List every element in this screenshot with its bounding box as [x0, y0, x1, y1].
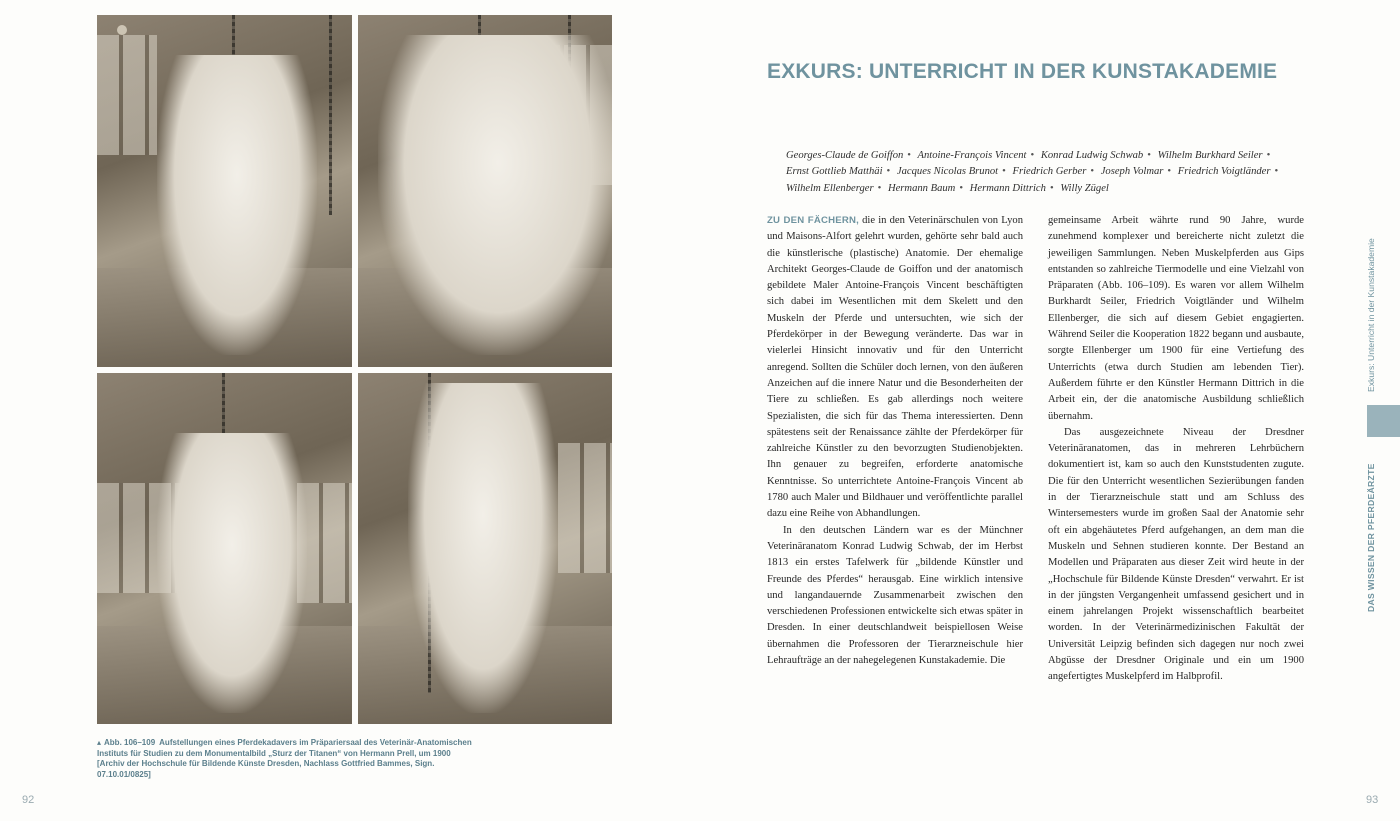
side-chapter-title: Exkurs: Unterricht in der Kunstakademie: [1366, 238, 1376, 392]
name-separator: •: [1090, 166, 1095, 178]
caption-text: Aufstellungen eines Pferdekadavers im Präpariersaal des Veterinär-Anatomischen Instituts für Studien zu dem Monumentalbild „Sturz der Titanen“ von Hermann Prell, um 1900 [Archiv der Hochschule für Bildende Künste Dresden, Nachlass Gottfried Bammes, Sign. 07.10.01/0825]: [97, 738, 472, 779]
name-separator: •: [1167, 166, 1172, 178]
person-name: Willy Zügel: [1060, 182, 1109, 194]
name-separator: •: [1274, 166, 1279, 178]
photo-horse-bottom-left: [97, 373, 352, 724]
photo-horse-top-left: [97, 15, 352, 367]
photo-horse-bottom-right: [358, 373, 612, 724]
page-title: EXKURS: UNTERRICHT IN DER KUNSTAKADEMIE: [767, 60, 1278, 83]
lead-in: ZU DEN FÄCHERN,: [767, 215, 859, 226]
person-name: Konrad Ludwig Schwab: [1040, 150, 1144, 161]
name-separator: •: [1049, 182, 1054, 194]
person-name: Georges-Claude de Goiffon: [786, 150, 904, 161]
name-separator: •: [886, 166, 891, 178]
text-column-1: [767, 213, 1023, 669]
name-separator: •: [959, 182, 964, 194]
person-name: Wilhelm Burkhard Seiler: [1157, 150, 1263, 161]
photo-horse-top-right: [358, 15, 612, 367]
person-name: Hermann Baum: [887, 182, 956, 194]
name-separator: •: [1030, 150, 1035, 161]
caption-arrow-icon: ▴: [97, 738, 102, 747]
name-separator: •: [1266, 150, 1271, 161]
caption-label: Abb. 106–109: [104, 738, 156, 747]
name-separator: •: [877, 182, 882, 194]
person-name: Joseph Volmar: [1100, 166, 1164, 178]
name-separator: •: [907, 150, 912, 161]
text-column-2: [1048, 213, 1304, 686]
paragraph: gemeinsame Arbeit währte rund 90 Jahre, wurde zunehmend komplexer und bereicherte nicht zuletzt die jeweiligen Sammlungen. Neben Muskelpferden aus Gips entstanden so zahlreiche Tiermodelle und eine Vielzahl von Präparaten (Abb. 106–109). Es waren vor allem Wilhelm Burkhardt Seiler, Friedrich Voigtländer und Wilhelm Ellenberger, die sich auf diesem Gebiet engagierten. Während Seiler die Kooperation 1822 begann und ausbaute, sorgte Ellenberger um 1900 für eine Vertiefung des Unterrichts (etwa durch Studien am lebenden Tier). Außerdem führte er den Künstler Hermann Dittrich in die Arbeit ein, der die anatomische Ausbildung schließlich übernahm.: [1048, 215, 1304, 422]
paragraph: ZU DEN FÄCHERN, die in den Veterinärschulen von Lyon und Maisons-Alfort gelehrt wurden, gehörte sehr bald auch die künstlerische (plastische) Anatomie. Der ehemalige Architekt Georges-Claude de Goiffon und der anatomisch gebildete Maler Antoine-François Vincent beschäftigten sich dabei im Wesentlichen mit dem Skelett und den Muskeln der Pferde und untersuchten, wie sich der Pferdekörper in der Bewegung veränderte. Das war in vielerlei Hinsicht innovativ und für den Unterricht anregend. Sollten die Schüler doch lernen, von den äußeren Anzeichen auf die innere Natur und die Besonderheiten der Tiere zu schließen. Es gab allerdings noch weitere Spezialisten, die sich für das Thema interessierten. Denn spätestens seit der Renaissance zählte der Pferdekörper für zahlreiche Künstler zu den bevorzugten Studienobjekten. Ihn genauer zu begreifen, erforderte anatomische Kenntnisse. So unterrichtete Antoine-François Vincent ab 1780 auch Maler und Bildhauer und veröffentlichte parallel dazu eine Reihe von Abhandlungen.: [767, 215, 1023, 520]
figure-caption: [97, 738, 477, 780]
name-separator: •: [1147, 150, 1151, 161]
paragraph: Das ausgezeichnete Niveau der Dresdner Veterinäranatomen, das in mehreren Lehrbüchern dokumentiert ist, kam so auch den Kunststudenten zugute. Die für den Unterricht wesentlichen Sezierübungen fanden in der Tierarzneischule statt und am Schluss des Wintersemesters wurde im großen Saal der Anatomie sehr oft ein abgehäutetes Pferd aufgehangen, an dem man die Muskeln und Sehnen studieren konnte. Der Bestand an Modellen und Präparaten aus dieser Zeit wird heute in der „Hochschule für Bildende Künste Dresden“ verwahrt. Er ist in der jüngsten Vergangenheit umfassend gesichert und in einem jahrelangen Projekt wissenschaftlich bearbeitet worden. In der Veterinärmedizinischen Fakultät der Universität Leipzig befinden sich dagegen nur noch zwei Abgüsse der Dresdner Originale und ein um 1900 angefertigtes Muskelpferd im Halbprofil.: [1048, 426, 1304, 683]
page-number-left: 92: [22, 794, 35, 806]
person-name: Friedrich Voigtländer: [1177, 166, 1271, 178]
chapter-tab: [1367, 405, 1400, 437]
person-name: Jacques Nicolas Brunot: [896, 166, 999, 178]
names-list: [786, 148, 1286, 197]
person-name: Antoine-François Vincent: [917, 150, 1027, 161]
side-section-title: DAS WISSEN DER PFERDEÄRZTE: [1366, 463, 1376, 612]
paragraph: In den deutschen Ländern war es der Münchner Veterinäranatom Konrad Ludwig Schwab, der im Herbst 1813 ein erstes Tafelwerk für „bildende Künstler und Freunde des Pferdes“ herausgab. Eine wirklich intensive und langandauernde Zusammenarbeit zwischen den verschiedenen Professionen entwickelte sich etwas später in Dresden. In einer deutschlandweit beispiellosen Weise übernahmen die Professoren der Tierarzneischule hier Lehraufträge an der nahegelegenen Kunstakademie. Die: [767, 524, 1023, 667]
page-number-right: 93: [1366, 794, 1379, 806]
person-name: Friedrich Gerber: [1012, 166, 1087, 178]
person-name: Hermann Dittrich: [969, 182, 1046, 194]
person-name: Wilhelm Ellenberger: [786, 182, 874, 194]
person-name: Ernst Gottlieb Matthäi: [786, 166, 883, 178]
name-separator: •: [1002, 166, 1006, 178]
